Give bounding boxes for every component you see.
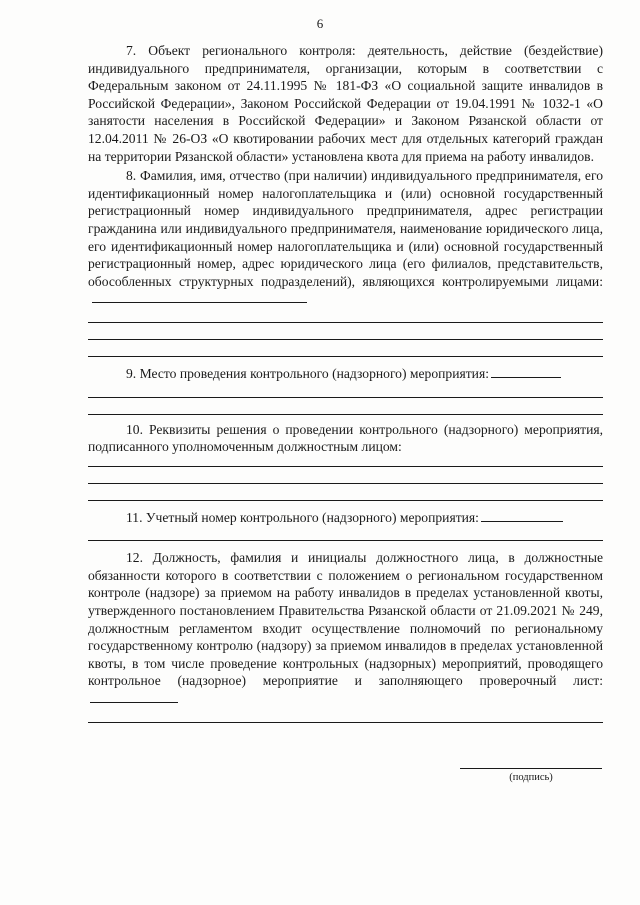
item-10-answer-line-2[interactable] [88,483,603,484]
document-body [88,42,603,723]
item-12-text [88,549,603,707]
signature-caption: (подпись) [509,772,553,783]
item-9-label: 9. Место проведения контрольного (надзорного) мероприятия: [126,365,489,381]
item-7-text: 7. Объект регионального контроля: деятельность, действие (бездействие) индивидуального предпринимателя, организации, которым в соответствии с Федеральным законом от 24.11.1995 № 181-ФЗ «О социальной защите инвалидов в Российской Федерации», Законом Российской Федерации от 19.04.1991 № 1032-1 «О занятости населения в Российской Федерации» и Законом Рязанской области от 12.04.2011 № 26-ОЗ «О квотировании рабочих мест для отдельных категорий граждан на территории Рязанской области» установлена квота для приема на работу инвалидов. [88,43,603,164]
item-8-answer-line-1[interactable] [88,322,603,323]
signature-line[interactable] [460,768,602,769]
item-12-answer-line-1[interactable] [88,722,603,723]
signature-block [460,768,602,784]
item-9-text [88,365,603,383]
item-8-text [88,167,603,308]
item-10-answer-line-1[interactable] [88,466,603,467]
item-8-inline-fill[interactable] [92,292,307,303]
item-12-label: 12. Должность, фамилия и инициалы должностного лица, в должностные обязанности которого в соответствии с положением о региональном государственном контроле (надзоре) за приемом на работу инвалидов в пределах установленной квоты, утвержденного постановлением Правительства Рязанской области от 21.09.2021 № 249, должностным регламентом входит осуществление полномочий по региональному государственному контролю (надзору) за приемом инвалидов в пределах установленной квоты, в том числе проведение контрольных (надзорных) мероприятий, проводящего контрольное (надзорное) мероприятие и заполняющего проверочный лист: [88,550,603,689]
item-8-label: 8. Фамилия, имя, отчество (при наличии) индивидуального предпринимателя, его идентификационный номер налогоплательщика и (или) основной государственный регистрационный номер индивидуального предпринимателя, адрес регистрации гражданина или индивидуального предпринимателя, наименование юридического лица, его идентификационный номер налогоплательщика и (или) основной государственный регистрационный номер, адрес юридического лица (его филиалов, представительств, обособленных структурных подразделений), являющихся контролируемыми лицами: [88,168,603,289]
item-11-inline-fill[interactable] [481,511,563,522]
item-12-inline-fill[interactable] [90,692,178,703]
item-9-inline-fill[interactable] [491,367,561,378]
item-10-text: 10. Реквизиты решения о проведении контрольного (надзорного) мероприятия, подписанного уполномоченным должностным лицом: [88,421,603,455]
item-9-answer-line-1[interactable] [88,397,603,398]
page-number: 6 [316,16,324,31]
item-11-label: 11. Учетный номер контрольного (надзорного) мероприятия: [126,509,479,525]
item-8-answer-line-2[interactable] [88,339,603,340]
item-11-text [88,509,603,527]
